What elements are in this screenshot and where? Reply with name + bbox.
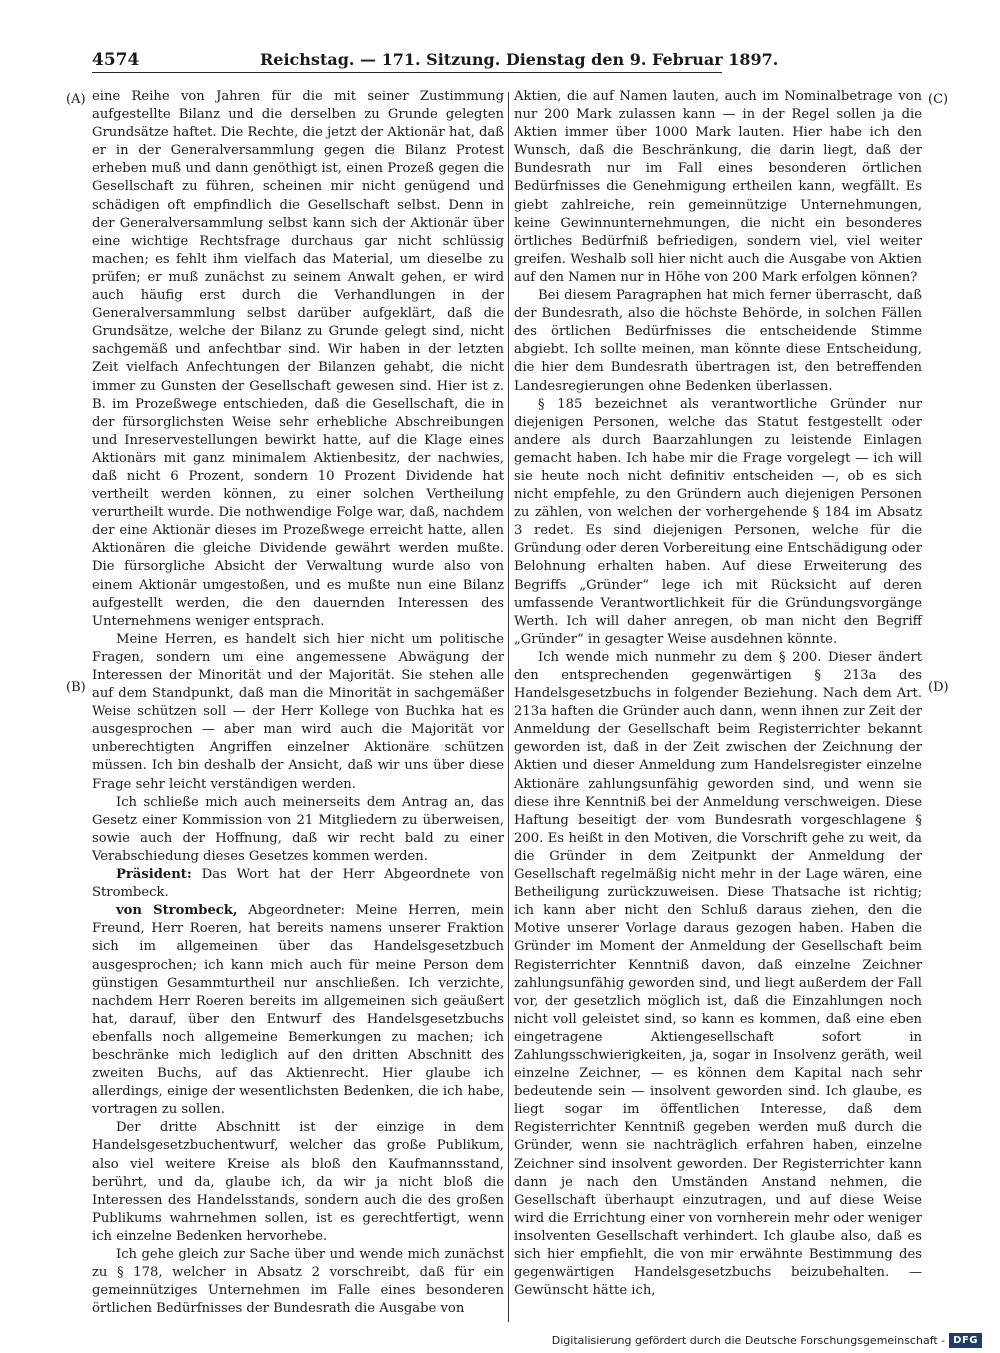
dfg-logo-icon: DFG (949, 1333, 982, 1348)
speech-text: Abgeordneter: Meine Herren, mein Freund, Herr Roeren, hat bereits namens unserer Fraktion sich im allgemeinen über das Handelsgesetzbuch ausgesprochen; ich kann mich auch für meine Person dem günstigen Gesammturtheil nur anschließen. Ich verzichte, nachdem Herr Roeren bereits im allgemeinen sich geäußert hat, darauf, über den Entwurf des Handelsgesetzbuchs ebenfalls noch allgemeine Bemerkungen zu machen; ich beschränke mich lediglich auf den dritten Abschnitt des zweiten Buchs, auf das Aktienrecht. Hier glaube ich allerdings, einige der wesentlichsten Bedenken, die ich habe, vortragen zu sollen. (92, 903, 504, 1118)
right-column (514, 88, 922, 1300)
paragraph-strombeck (92, 902, 504, 1119)
speaker-name: Präsident: (116, 867, 192, 883)
paragraph: Ich gehe gleich zur Sache über und wende mich zunächst zu § 178, welcher in Absatz 2 vorschreibt, daß für ein gemeinnütziges Unternehmen im Falle eines besonderen örtlichen Bedürfnisses der Bundesrath die Ausgabe von (92, 1247, 504, 1317)
paragraph: Der dritte Abschnitt ist der einzige in dem Handelsgesetzbuchentwurf, welcher das große Publikum, also viel weitere Kreise als bloß den Kaufmannsstand, berührt, und da, glaube ich, da wir ja nicht bloß die Interessen des Handelsstands, sondern auch die des großen Publikums wahrnehmen sollen, ist es gerechtfertigt, wenn ich einzelne Bedenken hervorhebe. (92, 1120, 504, 1244)
paragraph: Ich wende mich nunmehr zu dem § 200. Dieser ändert den entsprechenden gegenwärtigen § 213a des Handelsgesetzbuchs in folgender Beziehung. Nach dem Art. 213a haften die Gründer auch dann, wenn ihnen zur Zeit der Anmeldung der Gesellschaft beim Registerrichter bekannt geworden ist, daß in der Zeit zwischen der Zeichnung der Aktien und dieser Anmeldung zum Handelsregister einzelne Aktionäre zahlungsunfähig geworden sind, und wenn sie diese ihre Kenntniß bei der Anmeldung verschweigen. Diese Haftung beseitigt der vom Bundesrath vorgeschlagene § 200. Es heißt in den Motiven, die Vorschrift gehe zu weit, da die Gründer in dem Zeitpunkt der Anmeldung der Gesellschaft regelmäßig nicht mehr in der Lage wären, eine Betheiligung zurückzuweisen. Diese Thatsache ist richtig; ich kann aber nicht den Schluß daraus ziehen, den die Motive unserer Vorlage daraus gezogen haben. Haben die Gründer im Moment der Anmeldung der Gesellschaft beim Registerrichter Kenntniß davon, daß einzelne Zeichner zahlungsunfähig geworden sind, und liegt außerdem der Fall vor, der gesetzlich möglich ist, daß die Einzahlungen noch nicht voll geleistet sind, so kann es kommen, daß eine eben eingetragene Aktiengesellschaft sofort in Zahlungsschwierigkeiten, ja, sogar in Insolvenz geräth, weil einzelne Zeichner, — es können dem Kapital nach sehr bedeutende sein — insolvent geworden sind. Ich glaube, es liegt sogar im öffentlichen Interesse, daß dem Registerrichter Kenntniß gegeben werden muß durch die Gründer, wenn sie nachträglich erfahren haben, einzelne Zeichner sind insolvent geworden. Der Registerrichter kann dann je nach den Umständen Anstand nehmen, die Gesellschaft überhaupt einzutragen, und auf diese Weise wird die Errichtung einer von vornherein mehr oder weniger insolventen Gesellschaft verhindert. Ich glaube also, daß es sich hier empfiehlt, die von mir erwähnte Bestimmung des gegenwärtigen Handelsgesetzbuchs beizubehalten. — Gewünscht hätte ich, (514, 649, 922, 1299)
column-divider (508, 92, 509, 1322)
paragraph: Ich schließe mich auch meinerseits dem Antrag an, das Gesetz einer Kommission von 21 Mitgliedern zu überweisen, sowie auch der Hoffnung, daß wir recht bald zu einer Verabschiedung dieses Gesetzes kommen werden. (92, 794, 504, 864)
paragraph: eine Reihe von Jahren für die mit seiner Zustimmung aufgestellte Bilanz und die derselben zu Grunde gelegten Grundsätze haftet. Die Rechte, die jetzt der Aktionär hat, daß er in der Generalversammlung gegen die Bilanz Protest erheben muß und dann genöthigt ist, einen Prozeß gegen die Gesellschaft zu führen, scheinen mir nicht genügend und schädigen oft empfindlich die Gesellschaft selbst. Denn in der Generalversammlung selbst kann sich der Aktionär über eine wichtige Rechtsfrage durchaus gar nicht schlüssig machen; es fehlt ihm vielfach das Material, um dieselbe zu prüfen; er muß zunächst zu seinem Anwalt gehen, er wird auch häufig erst durch die Verhandlungen in der Generalversammlung selbst darüber aufgeklärt, daß die Grundsätze, welche der Bilanz zu Grunde gelegt sind, nicht sachgemäß und anfechtbar sind. Wir haben in der letzten Zeit vielfach Anfechtungen der Bilanzen gehabt, die nicht immer zu Gunsten der Gesellschaft gewesen sind. Hier ist z. B. im Prozeßwege entschieden, daß die Gesellschaft, die in der fürsorglichsten Weise sehr erhebliche Abschreibungen und Inreservestellungen bewirkt hatte, auf die Klage eines Aktionärs mit ganz minimalem Aktienbesitz, der nachwies, daß nicht 6 Prozent, sondern 10 Prozent Dividende hat vertheilt werden können, zu einer solchen Vertheilung verurtheilt wurde. Die nothwendige Folge war, daß, nachdem der eine Aktionär dieses im Prozeßwege erreicht hatte, allen Aktionären die gleiche Dividende gewährt werden mußte. Die fürsorgliche Absicht der Verwaltung wurde also von einem Aktionär umgestoßen, und es mußte nun eine Bilanz aufgestellt werden, die den dauernden Interessen des Unternehmens weniger entsprach. (92, 89, 504, 629)
page-header (92, 48, 779, 73)
page-number: 4574 (92, 50, 140, 70)
footer-text: Digitalisierung gefördert durch die Deutsche Forschungsgemeinschaft - (551, 1333, 946, 1347)
margin-marker-b: (B) (66, 680, 86, 695)
paragraph: Aktien, die auf Namen lauten, auch im Nominalbetrage von nur 200 Mark zulassen kann — in der Regel sollen ja die Aktien immer über 1000 Mark lauten. Hier habe ich den Wunsch, daß die Beschränkung, die darin liegt, daß der Bundesrath nur im Fall eines besonderen örtlichen Bedürfnisses die Genehmigung ertheilen kann, wegfällt. Es giebt zahlreiche, rein gemeinnützige Unternehmungen, keine Gewinnunternehmungen, die nicht ein besonderes örtliches Bedürfniß befriedigen, sondern viel, viel weiter greifen. Weshalb soll hier nicht auch die Ausgabe von Aktien auf den Namen nur in Höhe von 200 Mark erfolgen können? (514, 89, 922, 285)
margin-marker-c: (C) (928, 92, 949, 107)
paragraph: Bei diesem Paragraphen hat mich ferner überrascht, daß der Bundesrath, also die höchste Behörde, in solchen Fällen des örtlichen Bedürfnisses die entscheidende Stimme abgiebt. Ich sollte meinen, man könnte diese Entscheidung, die hier dem Bundesrath übertragen ist, den betreffenden Landesregierungen ohne Bedenken überlassen. (514, 288, 922, 394)
left-column (92, 88, 504, 1318)
paragraph: § 185 bezeichnet als verantwortliche Gründer nur diejenigen Personen, welche das Statut festgestellt oder andere als durch Baarzahlungen zu leistende Einlagen gemacht haben. Ich habe mir die Frage vorgelegt — ich will sie heute noch nicht definitiv entscheiden —, ob es sich nicht empfehle, zu den Gründern auch diejenigen Personen zu zählen, von welchen der vorhergehende § 184 im Absatz 3 redet. Es sind diejenigen Personen, welche für die Gründung oder deren Vorbereitung eine Entschädigung oder Belohnung erhalten haben. Auf diese Erweiterung des Begriffs „Gründer“ lege ich mit Rücksicht auf deren umfassende Verantwortlichkeit für die Gründungsvorgänge Werth. Ich will daher anregen, ob man nicht den Begriff „Gründer“ in gesagter Weise ausdehnen könnte. (514, 396, 922, 647)
speech-text: Das Wort hat der Herr Abgeordnete von Strombeck. (92, 867, 504, 901)
paragraph-praesident (92, 866, 504, 902)
margin-marker-a: (A) (66, 92, 86, 107)
margin-marker-d: (D) (928, 680, 949, 695)
paragraph: Meine Herren, es handelt sich hier nicht um politische Fragen, sondern um eine angemessene Abwägung der Interessen der Minorität und der Majorität. Sie stehen alle auf dem Standpunkt, daß man die Minorität in sachgemäßer Weise schützen soll — der Herr Kollege von Buchka hat es ausgesprochen — aber man wird auch die Majorität vor unberechtigten Angriffen einzelner Aktionäre schützen müssen. Ich bin deshalb der Ansicht, daß wir uns über diese Frage sehr leicht verständigen werden. (92, 631, 504, 792)
digitization-footer (552, 1330, 982, 1350)
running-title: Reichstag. — 171. Sitzung. Dienstag den 9. Februar 1897. (260, 50, 779, 69)
speaker-name: von Strombeck, (116, 903, 238, 919)
